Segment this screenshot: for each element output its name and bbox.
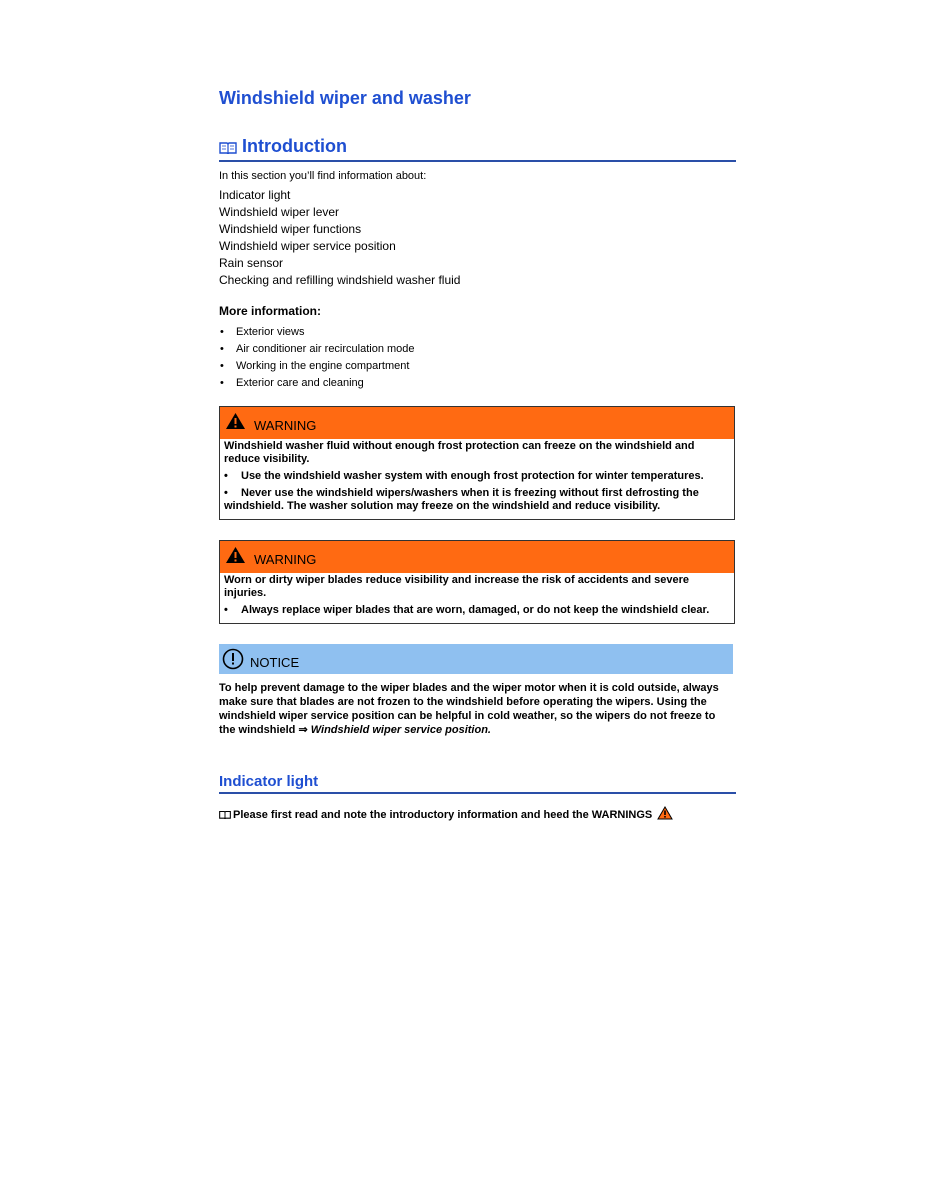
warning-triangle-icon[interactable] — [657, 806, 673, 820]
topic-link-rain-sensor[interactable]: Rain sensor — [219, 256, 284, 270]
notice-label: NOTICE — [250, 655, 300, 670]
warning-label: WARNING — [254, 552, 317, 567]
indicator-light-heading-text: Indicator light — [219, 773, 319, 790]
warning-triangle-icon — [225, 546, 246, 564]
read-first-note — [219, 806, 673, 821]
warning-bullet: • Never use the windshield wipers/washers when it is freezing without first defrosting the windshield. The washer solution may freeze on the windshield and reduce visibility. — [224, 487, 699, 512]
warning-bullet: • Use the windshield washer system with enough frost protection for winter temperatures. — [224, 470, 704, 482]
read-first-text: Please first read and note the introductory information and heed the WARNINGS — [233, 809, 653, 821]
notice-reference-link[interactable]: Windshield wiper service position. — [310, 724, 491, 736]
notice-header — [219, 644, 733, 674]
warning-header — [220, 407, 734, 439]
more-link-exterior-care[interactable]: • Exterior care and cleaning — [219, 375, 415, 392]
notice-text: To help prevent damage to the wiper blades and the wiper motor when it is cold outside, always make sure that blades are not frozen to the windshield before operating the wipers. Using the windshield wiper service position can be helpful in cold weather, so the wipers do not freeze to the windshield — [219, 682, 719, 736]
topic-link-indicator-light[interactable]: Indicator light — [219, 188, 291, 202]
topic-link-wiper-lever[interactable]: Windshield wiper lever — [219, 205, 340, 219]
warning-box-wiper-blades — [219, 540, 735, 624]
warning-body — [220, 439, 734, 519]
topic-link-wiper-functions[interactable]: Windshield wiper functions — [219, 222, 362, 236]
notice-arrow: ⇒ — [298, 724, 308, 736]
book-icon[interactable] — [219, 810, 231, 819]
more-information-list — [219, 324, 415, 392]
introduction-heading-text: Introduction — [242, 136, 347, 156]
warning-triangle-icon — [225, 412, 246, 430]
warning-body — [220, 573, 734, 623]
book-icon — [219, 141, 237, 154]
warning-label: WARNING — [254, 418, 317, 433]
topic-link-washer-fluid[interactable]: Checking and refilling windshield washer fluid — [219, 273, 461, 287]
warning-box-washer-fluid — [219, 406, 735, 520]
exclamation-circle-icon — [222, 648, 244, 670]
more-link-engine-compartment[interactable]: • Working in the engine compartment — [219, 358, 415, 375]
warning-text: Windshield washer fluid without enough frost protection can freeze on the windshield and reduce visibility. — [224, 440, 695, 465]
indicator-light-heading — [219, 773, 736, 794]
topic-link-service-position[interactable]: Windshield wiper service position — [219, 239, 396, 253]
warning-header — [220, 541, 734, 573]
introduction-heading — [219, 136, 736, 162]
warning-bullet: • Always replace wiper blades that are worn, damaged, or do not keep the windshield clear. — [224, 604, 710, 616]
more-information-title: More information: — [219, 304, 321, 318]
intro-lead: In this section you’ll find information about: — [219, 170, 427, 182]
warning-text: Worn or dirty wiper blades reduce visibility and increase the risk of accidents and severe injuries. — [224, 574, 690, 599]
topic-list — [219, 187, 460, 289]
page-title: Windshield wiper and washer — [219, 88, 471, 108]
more-link-exterior-views[interactable]: • Exterior views — [219, 324, 415, 341]
more-link-air-recirculation[interactable]: • Air conditioner air recirculation mode — [219, 341, 415, 358]
notice-body — [219, 681, 733, 737]
